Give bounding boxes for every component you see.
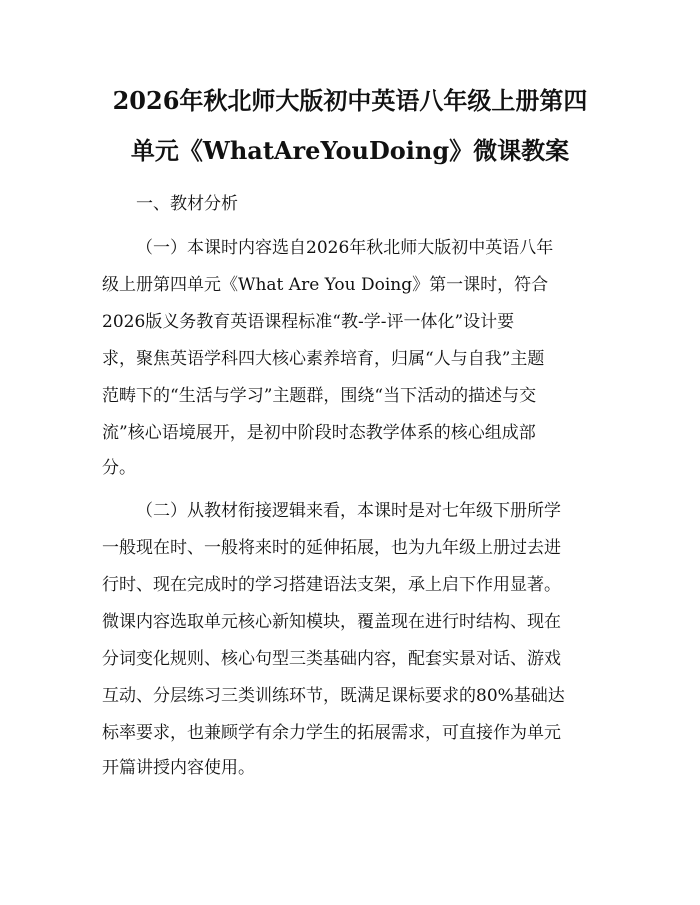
paragraph-1-line-7: 分。 — [102, 458, 136, 478]
paragraph-1-line-6: 流”核心语境展开，是初中阶段时态教学体系的核心组成部 — [102, 423, 536, 443]
paragraph-1-line-3: 2026版义务教育英语课程标准“教-学-评一体化”设计要 — [102, 312, 515, 332]
document-title-line-2: 单元《WhatAreYouDoing》微课教案 — [130, 136, 570, 165]
paragraph-1-line-5: 范畴下的“生活与学习”主题群，围绕“当下活动的描述与交 — [102, 386, 537, 406]
paragraph-2-line-1: （二）从教材衔接逻辑来看，本课时是对七年级下册所学 — [136, 501, 561, 521]
paragraph-2-line-8: 开篇讲授内容使用。 — [102, 758, 255, 778]
paragraph-2-line-2: 一般现在时、一般将来时的延伸拓展，也为九年级上册过去进 — [102, 538, 561, 558]
paragraph-2-line-4: 微课内容选取单元核心新知模块，覆盖现在进行时结构、现在 — [102, 612, 561, 632]
paragraph-2-line-3: 行时、现在完成时的学习搭建语法支架，承上启下作用显著。 — [102, 575, 561, 595]
paragraph-2-line-6: 互动、分层练习三类训练环节，既满足课标要求的80%基础达 — [102, 686, 565, 706]
paragraph-1-line-4: 求，聚焦英语学科四大核心素养培育，归属“人与自我”主题 — [102, 349, 545, 369]
paragraph-1-line-2: 级上册第四单元《What Are You Doing》第一课时，符合 — [102, 275, 549, 295]
paragraph-1-line-1: （一）本课时内容选自2026年秋北师大版初中英语八年 — [136, 238, 554, 258]
section-heading: 一、教材分析 — [136, 194, 238, 214]
document-title-line-1: 2026年秋北师大版初中英语八年级上册第四 — [112, 86, 588, 115]
paragraph-2-line-5: 分词变化规则、核心句型三类基础内容，配套实景对话、游戏 — [102, 649, 561, 669]
paragraph-2-line-7: 标率要求，也兼顾学有余力学生的拓展需求，可直接作为单元 — [102, 723, 561, 743]
